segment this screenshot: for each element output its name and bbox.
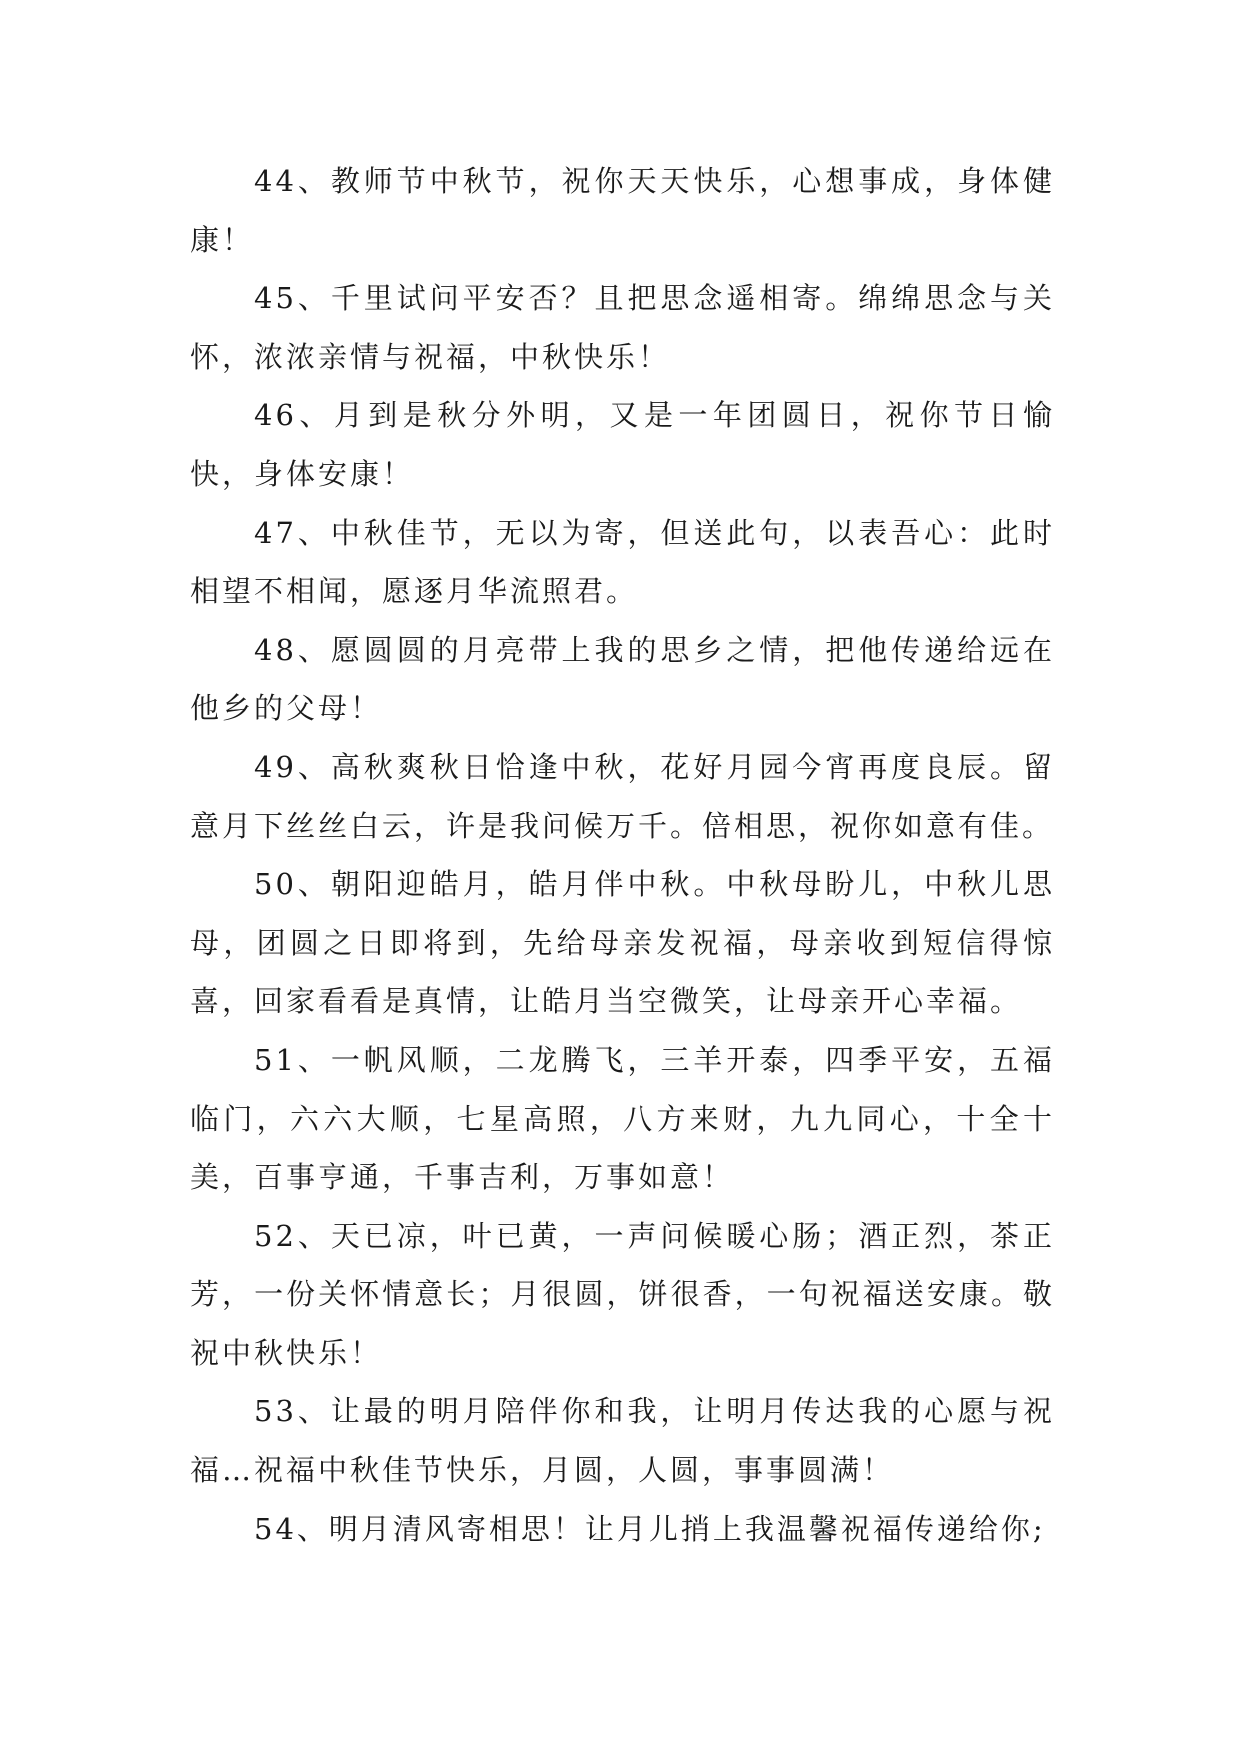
paragraph-46: 46、月到是秋分外明，又是一年团圆日，祝你节日愉快，身体安康！	[190, 398, 1055, 491]
paragraph-51: 51、一帆风顺，二龙腾飞，三羊开泰，四季平安，五福临门，六六大顺，七星高照，八方来财，九九同心，十全十美，百事亨通，千事吉利，万事如意！	[190, 1042, 1055, 1195]
paragraph-54: 54、明月清风寄相思！让月儿捎上我温馨祝福传递给你;	[254, 1511, 1046, 1546]
paragraph-47: 47、中秋佳节，无以为寄，但送此句，以表吾心：此时相望不相闻，愿逐月华流照君。	[190, 515, 1055, 609]
paragraph-45: 45、千里试问平安否？且把思念遥相寄。绵绵思念与关怀，浓浓亲情与祝福，中秋快乐！	[190, 281, 1055, 374]
document-body	[190, 152, 1055, 1558]
paragraph-48: 48、愿圆圆的月亮带上我的思乡之情，把他传递给远在他乡的父母！	[190, 632, 1055, 726]
paragraph-53: 53、让最的明月陪伴你和我，让明月传达我的心愿与祝福…祝福中秋佳节快乐，月圆，人圆，事事圆满！	[190, 1394, 1055, 1488]
paragraph-44: 44、教师节中秋节，祝你天天快乐，心想事成，身体健康！	[190, 164, 1055, 257]
paragraph-50: 50、朝阳迎皓月，皓月伴中秋。中秋母盼儿，中秋儿思母，团圆之日即将到，先给母亲发祝福，母亲收到短信得惊喜，回家看看是真情，让皓月当空微笑，让母亲开心幸福。	[190, 867, 1055, 1019]
paragraph-52: 52、天已凉，叶已黄，一声问候暖心肠；酒正烈，茶正芳，一份关怀情意长；月很圆，饼很香，一句祝福送安康。敬祝中秋快乐！	[190, 1218, 1055, 1370]
paragraph-49: 49、高秋爽秋日恰逢中秋，花好月园今宵再度良辰。留意月下丝丝白云，许是我问候万千。倍相思，祝你如意有佳。	[190, 749, 1055, 843]
